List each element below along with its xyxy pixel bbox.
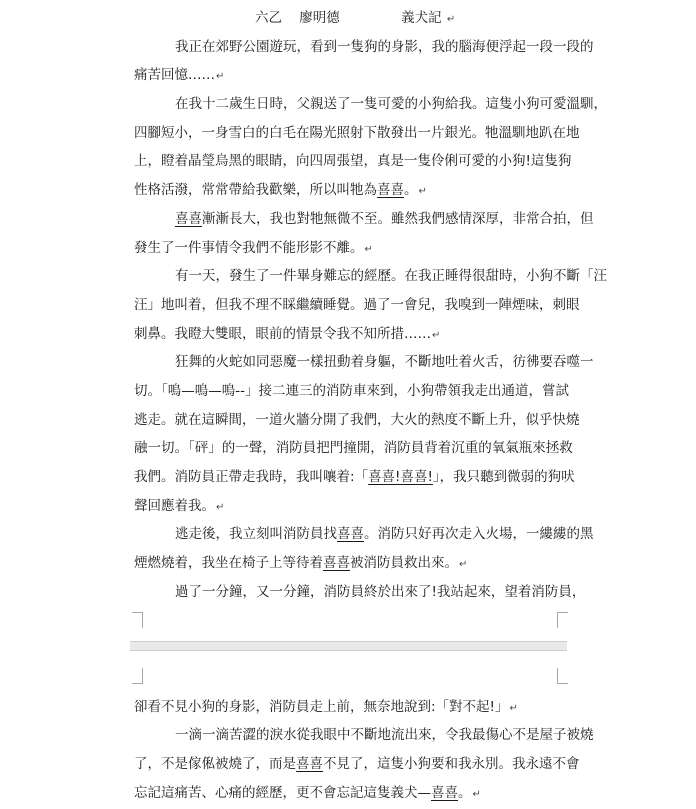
- document-header: [134, 4, 570, 33]
- text-segment: 發生了一件事情令我們不能形影不離。: [134, 239, 364, 256]
- text-segment: 」，我只聽到微弱的狗吠: [432, 469, 575, 485]
- text-segment: 。: [404, 182, 418, 199]
- text-segment: 過了一分鐘，又一分鐘，消防員終於出來了!我站起來，望着消防員，: [175, 583, 586, 600]
- text-line: [134, 779, 570, 808]
- text-segment: 卻看不見小狗的身影，消防員走上前，無奈地說到:「對不起!」: [134, 698, 509, 715]
- underlined-text-segment: 喜喜: [323, 555, 350, 572]
- paragraph-mark: ↵: [432, 329, 441, 341]
- text-segment: 四腳短小，一身雪白的白毛在陽光照射下散發出一片銀光。牠溫馴地趴在地: [134, 124, 580, 141]
- text-line: [134, 549, 570, 578]
- text-segment: 煙燃燒着，我坐在椅子上等待着: [134, 555, 323, 572]
- text-line: [134, 33, 594, 62]
- text-segment: 汪」地叫着，但我不理不睬繼續睡覺。過了一會兒，我嗅到一陣煙味，刺眼: [134, 296, 580, 313]
- text-line: [134, 147, 570, 176]
- text-line: [134, 320, 570, 349]
- underlined-text-segment: 喜喜!喜喜!: [368, 469, 433, 485]
- text-segment: 一滴一滴苦澀的淚水從我眼中不斷地流出來，令我最傷心不是屋子被燒: [175, 727, 594, 744]
- paragraph-mark: ↵: [216, 71, 225, 83]
- text-segment: 。消防只好再次走入火場，一縷縷的黑: [364, 526, 594, 543]
- underlined-text-segment: 喜喜: [175, 210, 202, 227]
- text-segment: 刺鼻。我瞪大雙眼，眼前的情景令我不知所措……: [134, 325, 431, 342]
- paragraph-mark: ↵: [509, 702, 518, 714]
- underlined-text-segment: 喜喜: [431, 784, 458, 801]
- text-segment: 在我十二歲生日時，父親送了一隻可愛的小狗給我。這隻小狗可愛溫馴，: [175, 96, 607, 113]
- text-line: [134, 520, 594, 549]
- text-line: [134, 348, 594, 377]
- page-separator-bar: [130, 641, 567, 651]
- text-segment: 上，瞪着晶瑩烏黑的眼睛，向四周張望，真是一隻伶俐可愛的小狗!這隻狗: [134, 153, 572, 170]
- essay-title: 義犬記: [401, 10, 442, 26]
- crop-mark-page2-top-left: [132, 668, 143, 684]
- text-line: [134, 693, 570, 722]
- text-line: [134, 291, 580, 320]
- paragraph-mark: ↵: [459, 559, 468, 571]
- author-name: 廖明德: [299, 10, 340, 26]
- document-text-column: [134, 4, 607, 807]
- text-line: [134, 492, 570, 521]
- underlined-text-segment: 喜喜: [337, 526, 364, 543]
- text-segment: 融一切。「砰」的一聲，消防員把門撞開，消防員背着沉重的氧氣瓶來拯救: [134, 440, 573, 457]
- text-segment: 。: [458, 784, 472, 801]
- text-line: [134, 377, 570, 406]
- text-line: [134, 463, 575, 492]
- text-line: [134, 434, 573, 463]
- underlined-text-segment: 喜喜: [296, 755, 323, 772]
- text-line: [134, 119, 580, 148]
- text-segment: 逃走。就在這瞬間，一道火牆分開了我們，大火的熱度不斷上升，似乎快燒: [134, 411, 580, 428]
- text-segment: 聲回應着我。: [134, 497, 215, 514]
- text-segment: 不見了，這隻小狗要和我永別。我永遠不會: [323, 755, 580, 772]
- text-line: [134, 205, 594, 234]
- text-segment: 了，不是傢俬被燒了，而是: [134, 755, 296, 772]
- text-segment: 我正在郊野公園遊玩，看到一隻狗的身影，我的腦海便浮起一段一段的: [175, 38, 594, 55]
- text-line: [134, 406, 580, 435]
- paragraph-mark: ↵: [418, 186, 427, 198]
- paragraph-mark: ↵: [216, 501, 225, 513]
- text-line: [134, 61, 570, 90]
- paragraph-mark: ↵: [364, 243, 373, 255]
- text-segment: 狂舞的火蛇如同惡魔一樣扭動着身軀，不斷地吐着火舌，彷彿要吞噬一: [175, 354, 594, 371]
- paragraph-mark: ↵: [446, 14, 456, 25]
- text-segment: 漸漸長大，我也對牠無微不至。雖然我們感情深厚，非常合拍，但: [202, 210, 594, 227]
- text-segment: 逃走後，我立刻叫消防員找: [175, 526, 337, 543]
- text-line: [134, 721, 594, 750]
- text-segment: 性格活潑，常常帶給我歡樂，所以叫牠為: [134, 182, 377, 199]
- document-body: [134, 33, 607, 808]
- underlined-text-segment: 喜喜: [377, 182, 404, 199]
- crop-mark-page1-bottom-right: [557, 612, 568, 628]
- text-line: [134, 578, 586, 607]
- text-segment: 忘記這痛苦、心痛的經歷，更不會忘記這隻義犬—: [134, 784, 431, 801]
- crop-mark-page1-bottom-left: [132, 612, 143, 628]
- text-segment: 我們。消防員正帶走我時，我叫嚷着:「: [134, 469, 369, 485]
- text-line: [134, 234, 570, 263]
- text-line: [134, 90, 607, 119]
- class-name: 六乙: [255, 10, 282, 26]
- text-segment: 切。「嗚—嗚—嗚--」接二連三的消防車來到，小狗帶領我走出通道，嘗試: [134, 382, 569, 399]
- crop-mark-page2-top-right: [557, 668, 568, 684]
- text-line: [134, 176, 570, 205]
- text-segment: 被消防員救出來。: [350, 555, 458, 572]
- text-line: [134, 750, 580, 779]
- paragraph-mark: ↵: [472, 788, 481, 800]
- text-line: [134, 262, 607, 291]
- text-segment: 痛苦回憶……: [134, 67, 215, 84]
- text-segment: 有一天，發生了一件畢身難忘的經歷。在我正睡得很甜時，小狗不斷「汪: [175, 268, 607, 285]
